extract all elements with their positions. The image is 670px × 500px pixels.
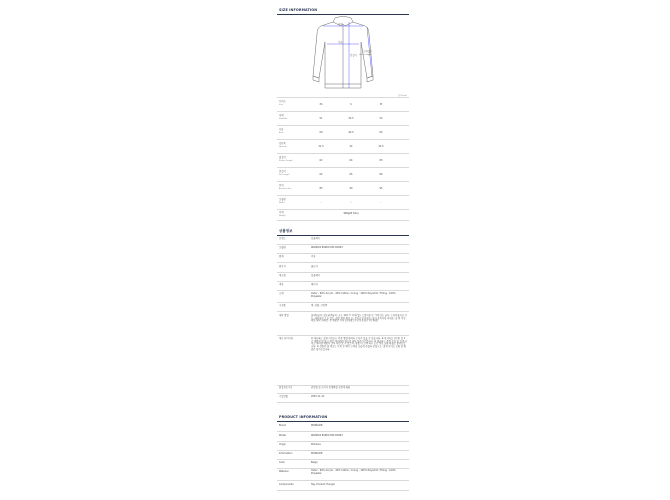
model-fit-check-icon: ✓ (350, 201, 352, 204)
size-cell: - (380, 201, 382, 204)
size-row-label: 총길이 Full Length (279, 170, 290, 176)
size-header-m: M (380, 103, 382, 106)
product-label: Information (279, 452, 293, 455)
size-cell: 62.5 (348, 131, 354, 134)
goods-value: 2025-11-13 (311, 395, 325, 398)
size-cell: 66 (379, 173, 383, 176)
goods-value: Outer : 60% Acrylic , 40% Cotton / Lining : 100% Polyamid / Filling : 100% Polyester (311, 292, 396, 298)
goods-value: I60DD04 806D0 834 R2993 (311, 246, 343, 249)
size-cell: 85 (319, 187, 323, 190)
goods-title-underline (277, 235, 409, 236)
product-label: Origin (279, 443, 286, 446)
product-label: Color (279, 461, 285, 464)
product-value: I60DD04 806D0 834 R2993 (311, 434, 343, 437)
diagram-label-length: 총길이 (350, 54, 357, 57)
size-row-label: 팔길이 Sleeve Length (279, 156, 293, 162)
size-cell: 60 (319, 131, 323, 134)
size-unit-note: 단위:(cm) (398, 95, 407, 97)
goods-value: 물세탁금지, 염소표백금지, 손도 110 ℃ 이하(일), 드럼의류 로 기계 건조 금지, 드라이클리닝 가능, 세탁에서 그늘 건조, 전문 세탁 확인 요, 문지르지 마세요, 물가 유의사항 하세요, 실 꽉 작성되었 세탁 하세요. 본 제품은 의류 (상세참조) 약 보존필수 (각 회원) (311, 314, 407, 323)
goods-value: 의류 (311, 255, 316, 258)
size-row-label: 암내 Armhole Size (279, 184, 292, 190)
goods-value: 베이지 (311, 283, 318, 286)
product-value: Tag, Product, Hanger (311, 483, 335, 486)
diagram-label-sleeve: 소매길이 (363, 50, 372, 53)
size-header-xs: XS (319, 103, 323, 106)
product-label: Model (279, 434, 286, 437)
size-header-label: 사이즈 Size (279, 100, 286, 106)
goods-value: 몽클레어 (311, 274, 320, 277)
goods-label: 모델명 (279, 246, 286, 249)
size-cell: 64 (319, 173, 323, 176)
size-cell: 21.5 (318, 145, 324, 148)
goods-value: 택, 상품, 쿠킹박 (311, 304, 328, 307)
diagram-label-shoulder: 어깨 (338, 23, 343, 26)
product-value: MONCLER (311, 452, 323, 455)
size-cell: 54 (379, 117, 383, 120)
size-cell: 52.5 (348, 117, 354, 120)
size-cell: 95 (379, 187, 383, 190)
goods-value: 관련법 및 소비자 분쟁해결 규정에 따름 (311, 386, 351, 389)
size-header-s: S (350, 103, 352, 106)
product-title-underline (277, 421, 409, 422)
goods-info-title: 상품정보 (279, 229, 293, 233)
goods-label: 브랜드 (279, 237, 286, 240)
goods-value: 몰도바 (311, 265, 318, 268)
goods-label: 원산지 (279, 265, 286, 268)
size-cell: 65 (349, 173, 353, 176)
product-value: Beige (311, 461, 318, 464)
product-value: Moldova (311, 443, 321, 446)
size-cell: 62 (319, 159, 323, 162)
size-cell: 65 (379, 159, 383, 162)
product-information-title: PRODUCT INFORMATION (279, 415, 328, 419)
size-cell: 22 (349, 145, 353, 148)
goods-label: 품질보증기준 (279, 386, 293, 389)
size-cell: 64 (349, 159, 353, 162)
product-label: Material (279, 470, 289, 473)
goods-label: 수입연월 (279, 395, 288, 398)
diagram-label-sleeve-en: sleeve length (359, 54, 372, 56)
product-label: Brand (279, 424, 286, 427)
size-row-label: 밑단폭 Hemline (279, 142, 287, 148)
goods-label: 제조 유의사항 (279, 337, 294, 340)
product-value: MONCLER (311, 424, 323, 427)
product-label: Components (279, 483, 294, 486)
size-information-title: SIZE INFORMATION (279, 8, 318, 12)
size-row-label: 모델핏 Model (279, 198, 286, 204)
product-value: Outer : 60% Acrylic , 40% Cotton / Lining : 100% Polyamid / Filling : 100% Polyester (311, 469, 396, 475)
size-row-label: 어깨 Shoulder (279, 114, 288, 120)
weight-label: 무게 Weight (279, 211, 286, 217)
goods-label: 구성품 (279, 304, 286, 307)
goods-label: 제조원 (279, 274, 286, 277)
jacket-diagram-icon (305, 14, 381, 94)
goods-value: 몽클레어 (311, 237, 320, 240)
size-cell: 22.5 (378, 145, 384, 148)
size-cell: 90 (349, 187, 353, 190)
goods-label: 색상 (279, 283, 284, 286)
diagram-label-chest: 가슴 (338, 41, 343, 44)
size-row-label: 가슴 Bust (279, 128, 284, 134)
goods-value: ※ 제공되는 실제 사이즈는 측정 방법에 따라 오차가 있을 수 있습니다. ※ 만사이즈 (가지) 총 1 간 제품에 별 명시 제일 제 (대형) 제조된 세부 보관기간입니다. ※ 제공되는 측정 수치 및 실제 사이즈 제어된 제품의 교차 혹인 있 수 있으며, 상품 이 고객 되시 조건 정상 교환 환불로 불가능합니다. ※ 상품의 원 제조는 가게 로 맥이 고객님 모습에 주셨다 보십시오. 결제 사이즈 교환 및 환불은 불가능합니다. (311, 337, 408, 351)
goods-label: 세탁 방법 (279, 314, 289, 317)
weight-value: 968g(M Size) (343, 212, 359, 215)
size-cell: 51 (319, 117, 323, 120)
goods-label: 원재 (279, 255, 284, 258)
goods-label: 소재 (279, 292, 284, 295)
size-cell: 65 (379, 131, 383, 134)
size-cell: - (320, 201, 322, 204)
